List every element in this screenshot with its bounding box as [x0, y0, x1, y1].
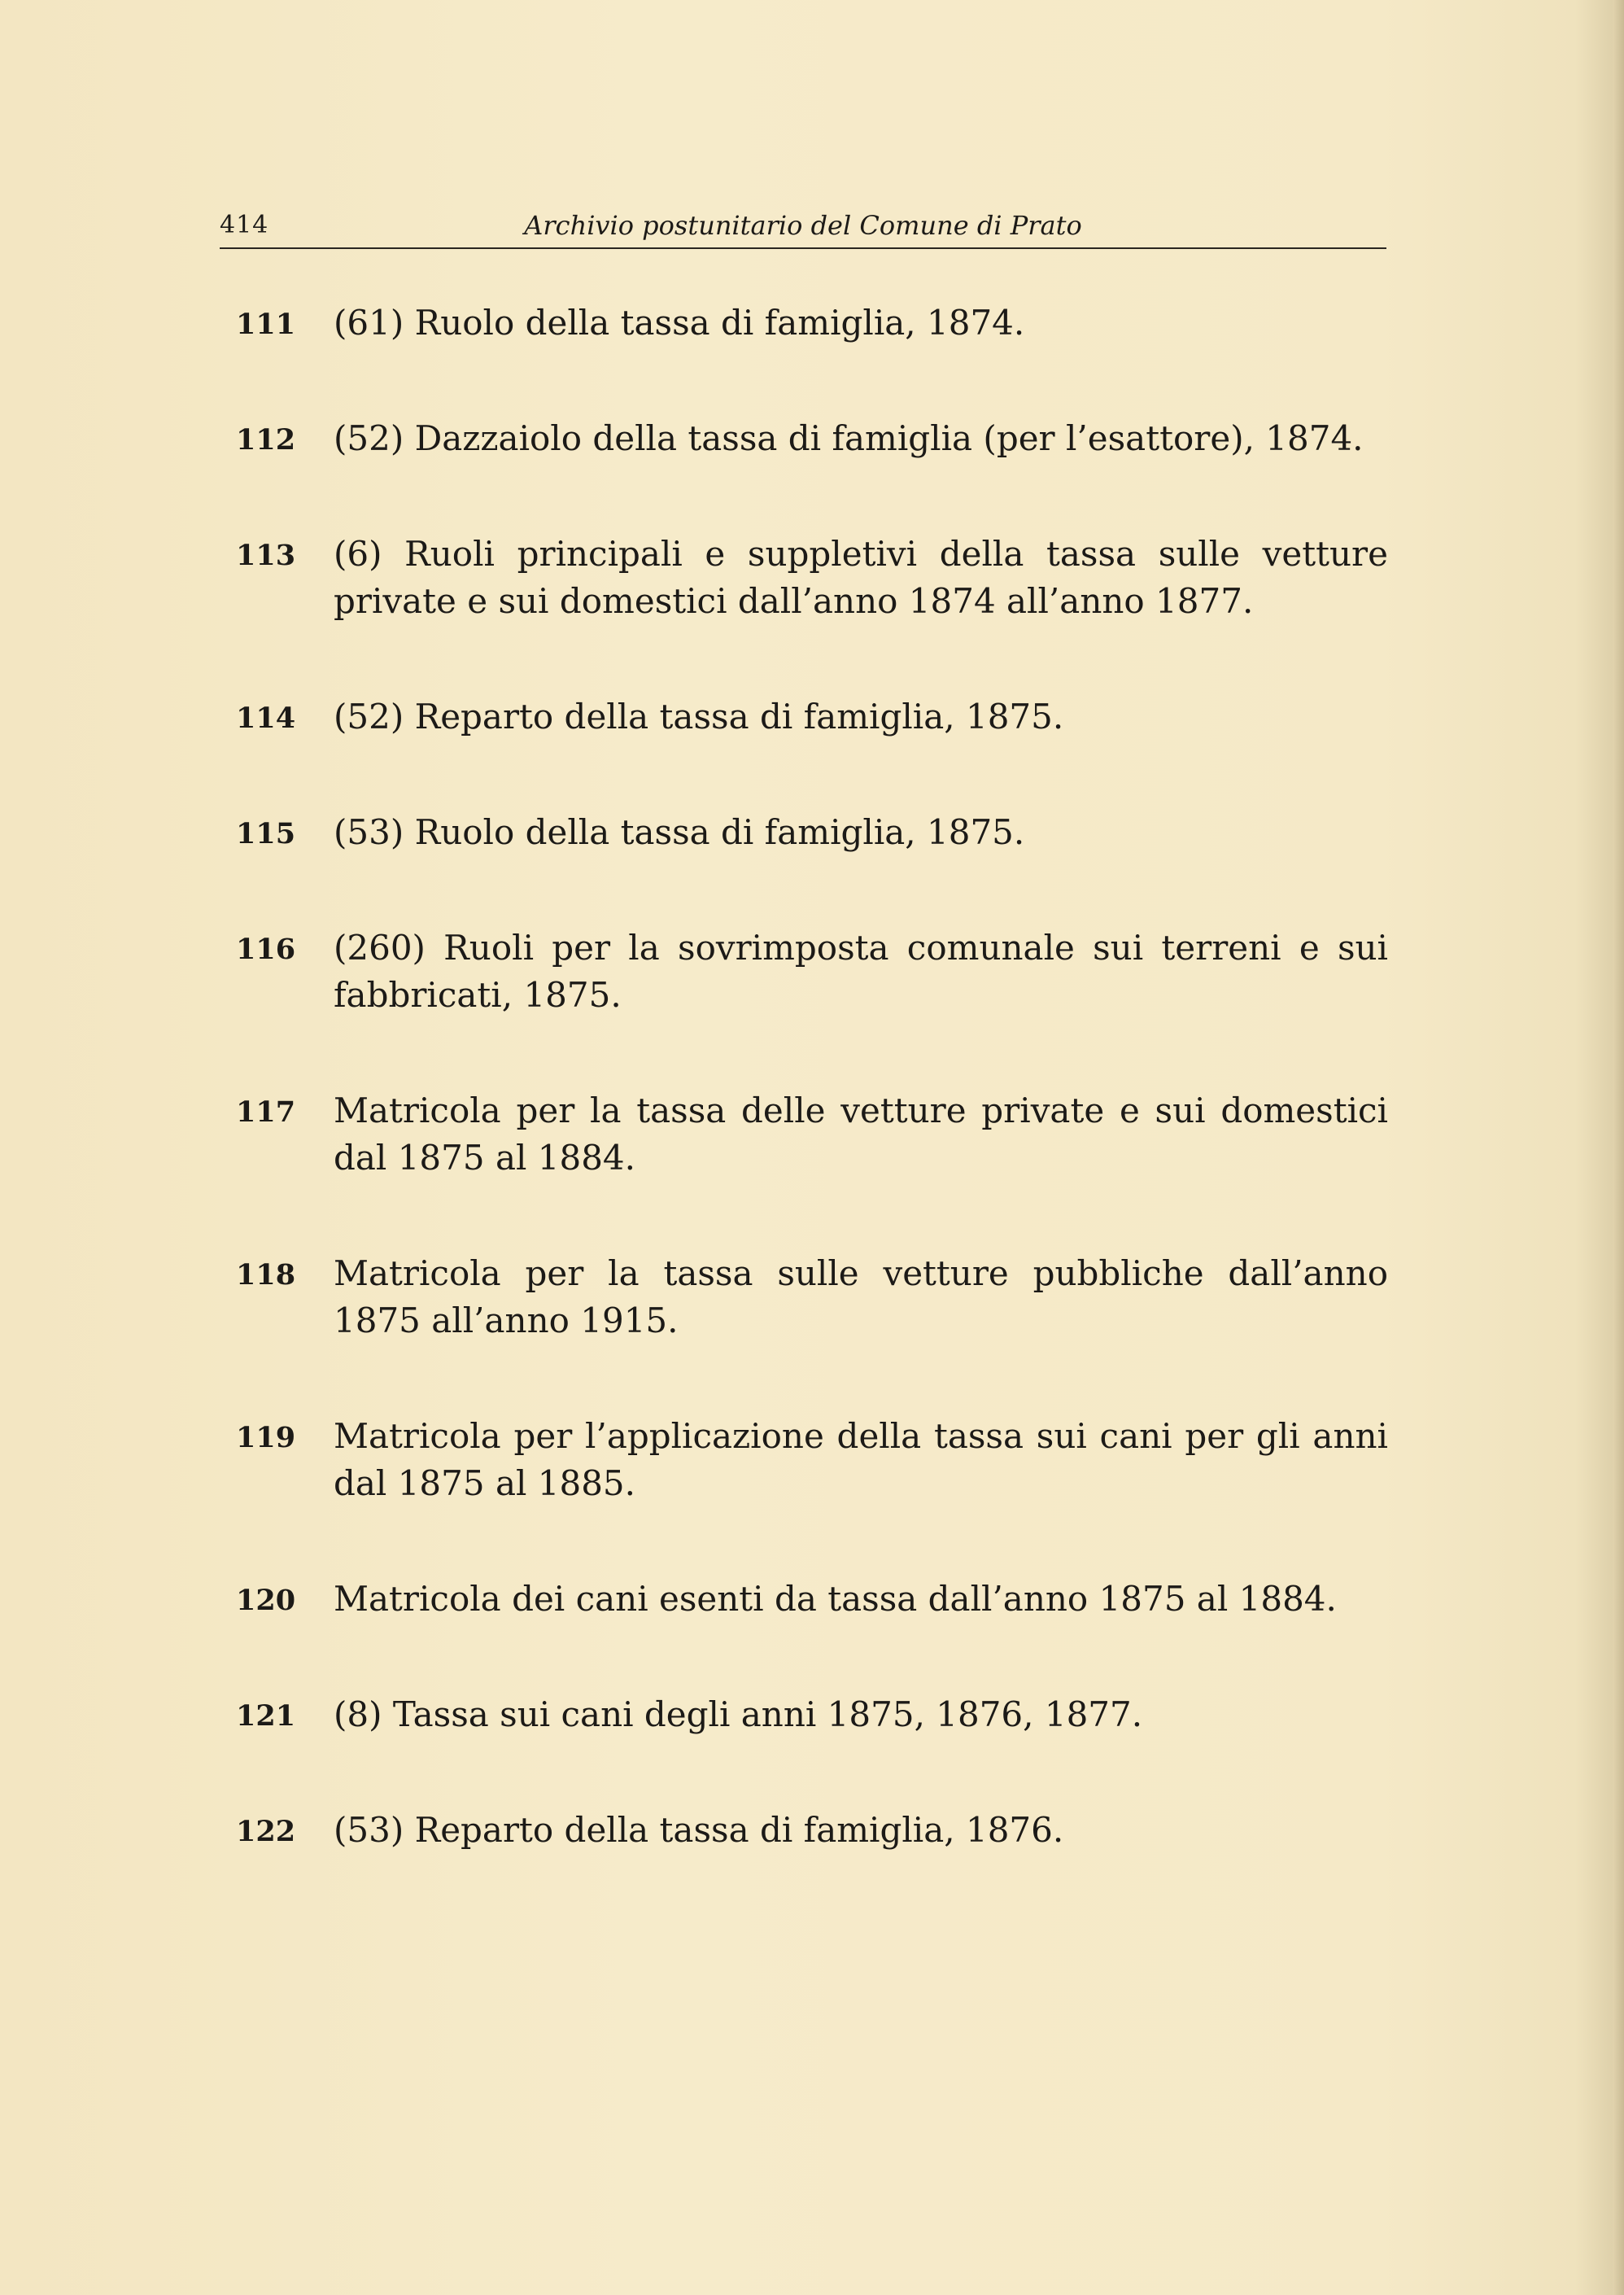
entry-text: Matricola dei cani esenti da tassa dall’anno 1875 al 1884.	[334, 1579, 1337, 1619]
entry-number: 121	[236, 1699, 296, 1733]
page-number: 414	[220, 211, 269, 239]
page-edge	[1613, 0, 1624, 2295]
entry-117	[220, 1087, 1388, 1182]
entry-text: (6) Ruoli principali e suppletivi della tassa sulle vetture private e sui domestici dall’anno 1874 all’anno 1877.	[334, 534, 1388, 621]
entry-116	[220, 925, 1388, 1019]
entry-118	[220, 1250, 1388, 1344]
entry-113	[220, 531, 1388, 625]
entry-text: Matricola per la tassa delle vetture private e sui domestici dal 1875 al 1884.	[334, 1091, 1388, 1178]
entry-number: 120	[236, 1584, 296, 1617]
entry-number: 119	[236, 1421, 296, 1454]
entry-121	[220, 1691, 1388, 1738]
page-header	[220, 207, 1386, 249]
entry-text: (8) Tassa sui cani degli anni 1875, 1876, 1877.	[334, 1694, 1143, 1734]
entry-115	[220, 809, 1388, 856]
entry-text: (53) Ruolo della tassa di famiglia, 1875.	[334, 812, 1025, 852]
entry-number: 114	[236, 702, 296, 735]
running-title: Archivio postunitario del Comune di Prato	[524, 210, 1082, 241]
entry-number: 122	[236, 1815, 296, 1848]
entry-111	[220, 299, 1388, 347]
entry-text: (260) Ruoli per la sovrimposta comunale sui terreni e sui fabbricati, 1875.	[334, 928, 1388, 1015]
entry-number: 117	[236, 1095, 296, 1129]
entry-number: 111	[236, 308, 296, 341]
entry-114	[220, 693, 1388, 741]
entry-list	[220, 299, 1388, 1922]
entry-text: Matricola per l’applicazione della tassa sui cani per gli anni dal 1875 al 1885.	[334, 1416, 1388, 1503]
entry-text: (52) Dazzaiolo della tassa di famiglia (per l’esattore), 1874.	[334, 418, 1364, 458]
entry-119	[220, 1413, 1388, 1507]
entry-text: Matricola per la tassa sulle vetture pubbliche dall’anno 1875 all’anno 1915.	[334, 1253, 1388, 1340]
entry-number: 116	[236, 933, 296, 966]
entry-112	[220, 415, 1388, 462]
entry-number: 113	[236, 539, 296, 572]
header-rule	[220, 247, 1386, 249]
entry-text: (53) Reparto della tassa di famiglia, 1876.	[334, 1810, 1064, 1850]
entry-number: 115	[236, 817, 296, 850]
entry-number: 118	[236, 1258, 296, 1292]
entry-text: (52) Reparto della tassa di famiglia, 1875.	[334, 697, 1064, 737]
entry-number: 112	[236, 423, 296, 457]
entry-120	[220, 1576, 1388, 1623]
entry-text: (61) Ruolo della tassa di famiglia, 1874.	[334, 303, 1025, 343]
entry-122	[220, 1807, 1388, 1854]
